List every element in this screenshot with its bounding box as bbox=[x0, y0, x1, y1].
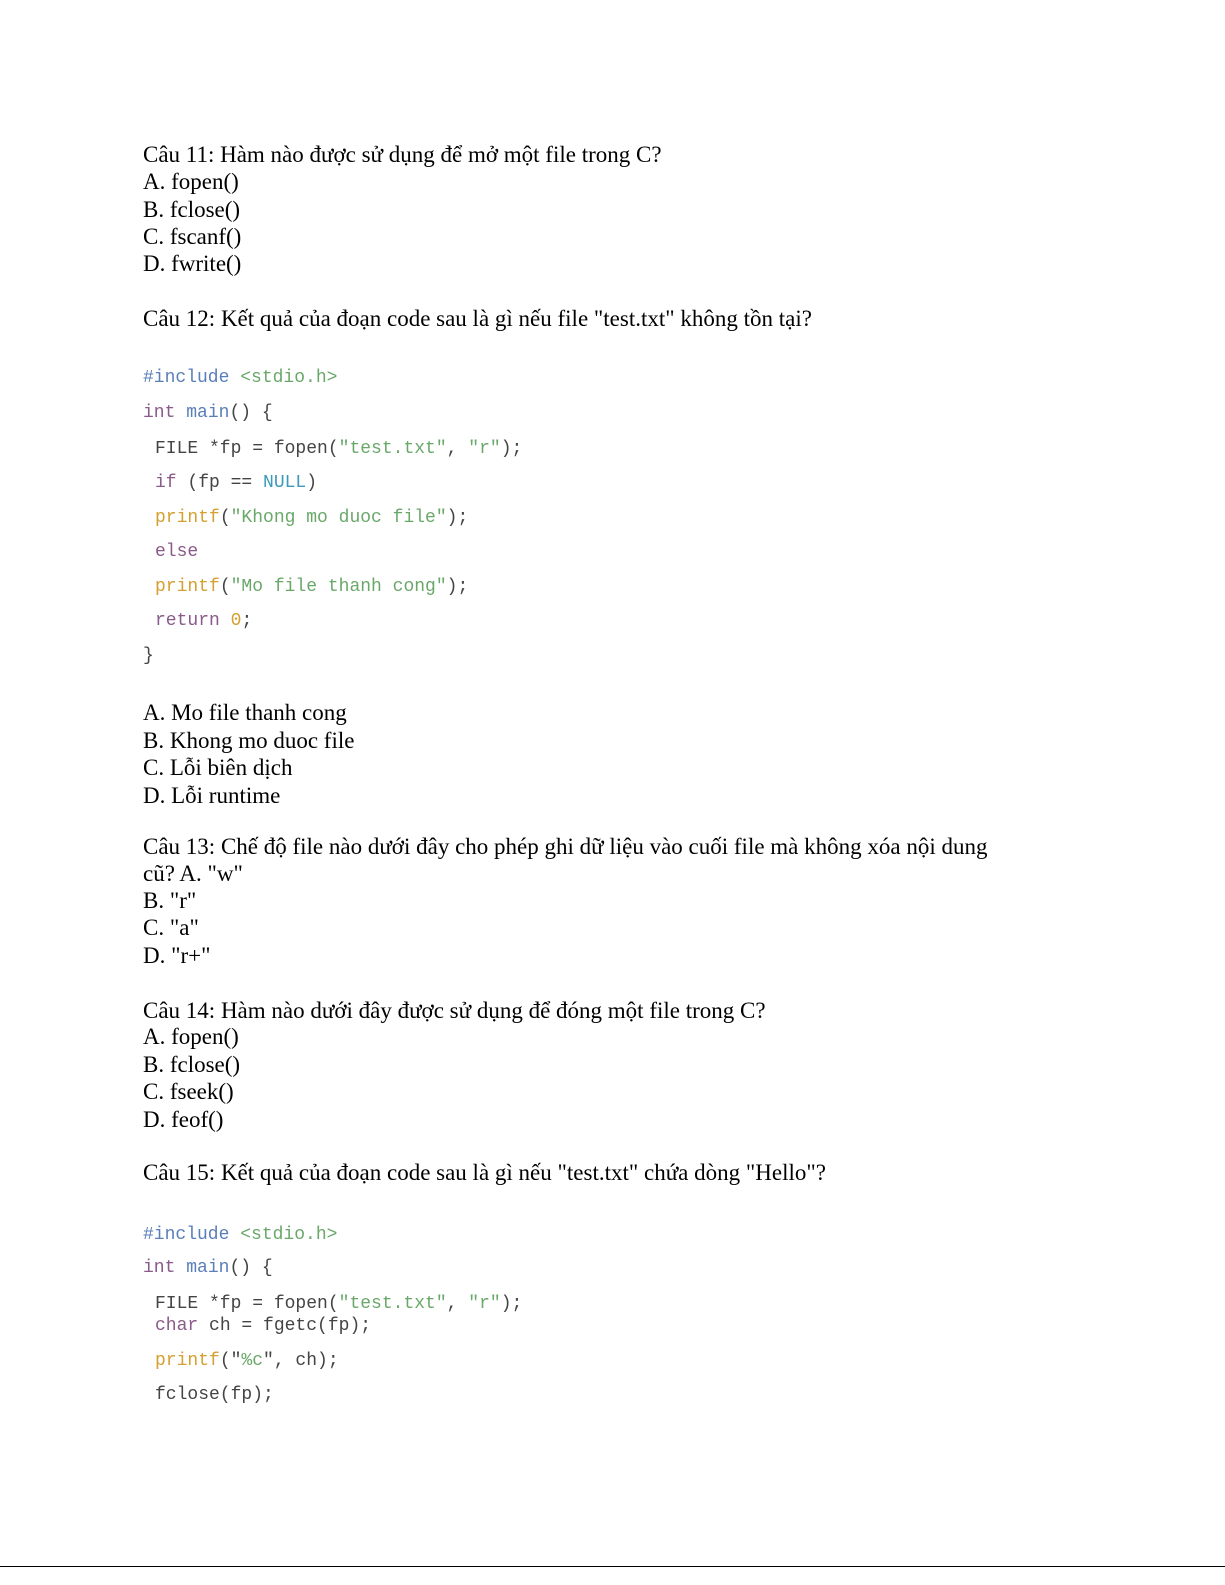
code-string: "r" bbox=[468, 439, 501, 459]
question-15: Câu 15: Kết quả của đoạn code sau là gì nếu "test.txt" chứa dòng "Hello"? bbox=[143, 1160, 826, 1185]
code-keyword: if bbox=[155, 473, 188, 493]
code-function: main bbox=[186, 403, 230, 423]
code-text: , bbox=[446, 439, 469, 459]
q15-code-line-6 bbox=[155, 1384, 274, 1406]
question-13-line-1: Câu 13: Chế độ file nào dưới đây cho phép ghi dữ liệu vào cuối file mà không xóa nội dung bbox=[143, 834, 988, 859]
code-text: ; bbox=[241, 611, 253, 631]
code-text: ( bbox=[219, 577, 231, 597]
code-function: printf bbox=[155, 1351, 220, 1371]
code-text: ); bbox=[500, 439, 523, 459]
code-string: "Mo file thanh cong" bbox=[230, 577, 447, 597]
code-function: printf bbox=[155, 508, 220, 528]
code-format: %c bbox=[241, 1351, 264, 1371]
code-text: , bbox=[446, 1294, 469, 1314]
q12-code-line-2 bbox=[143, 402, 273, 424]
q12-code-line-9 bbox=[143, 645, 154, 667]
q15-code-line-3 bbox=[155, 1293, 522, 1315]
code-string: "Khong mo duoc file" bbox=[230, 508, 447, 528]
page-bottom-divider bbox=[0, 1566, 1225, 1567]
q13-option-d: D. "r+" bbox=[143, 943, 211, 968]
q15-code-line-2 bbox=[143, 1257, 273, 1279]
code-text: ( bbox=[219, 508, 231, 528]
code-keyword: else bbox=[155, 542, 199, 562]
code-string: "test.txt" bbox=[338, 439, 447, 459]
code-text: ) bbox=[306, 473, 318, 493]
q12-code-line-5 bbox=[155, 507, 468, 529]
code-function: main bbox=[186, 1258, 230, 1278]
code-directive: #include bbox=[143, 368, 241, 388]
q13-option-c: C. "a" bbox=[143, 915, 199, 940]
q12-option-c: C. Lỗi biên dịch bbox=[143, 755, 293, 780]
code-type: int bbox=[143, 403, 187, 423]
question-11: Câu 11: Hàm nào được sử dụng để mở một file trong C? bbox=[143, 142, 662, 167]
q14-option-a: A. fopen() bbox=[143, 1024, 239, 1049]
code-text: (fp == bbox=[187, 473, 264, 493]
q14-option-d: D. feof() bbox=[143, 1107, 224, 1132]
question-14: Câu 14: Hàm nào dưới đây được sử dụng để đóng một file trong C? bbox=[143, 998, 766, 1023]
code-function: printf bbox=[155, 577, 220, 597]
code-string: "test.txt" bbox=[338, 1294, 447, 1314]
code-type: char bbox=[155, 1316, 210, 1336]
q15-code-line-1 bbox=[143, 1224, 337, 1246]
q11-option-a: A. fopen() bbox=[143, 169, 239, 194]
q11-option-d: D. fwrite() bbox=[143, 251, 242, 276]
q12-code-line-3 bbox=[155, 438, 522, 460]
q12-code-line-1 bbox=[143, 367, 337, 389]
code-null: NULL bbox=[263, 473, 307, 493]
q12-option-b: B. Khong mo duoc file bbox=[143, 728, 355, 753]
code-text: ); bbox=[446, 577, 469, 597]
code-text: FILE *fp = fopen( bbox=[155, 439, 339, 459]
q15-code-line-5 bbox=[155, 1350, 339, 1372]
code-text: (" bbox=[219, 1351, 242, 1371]
code-number: 0 bbox=[230, 611, 242, 631]
q15-code-line-4 bbox=[155, 1315, 371, 1337]
code-text: ch = fgetc(fp); bbox=[209, 1316, 372, 1336]
q12-option-a: A. Mo file thanh cong bbox=[143, 700, 347, 725]
q13-option-b: B. "r" bbox=[143, 888, 197, 913]
q12-code-line-7 bbox=[155, 576, 468, 598]
code-text: () { bbox=[229, 1258, 273, 1278]
q14-option-b: B. fclose() bbox=[143, 1052, 241, 1077]
q12-code-line-4 bbox=[155, 472, 317, 494]
code-text: } bbox=[143, 646, 154, 666]
code-text: ", ch); bbox=[263, 1351, 339, 1371]
code-text: () { bbox=[229, 403, 273, 423]
code-keyword: return bbox=[155, 611, 231, 631]
question-12: Câu 12: Kết quả của đoạn code sau là gì nếu file "test.txt" không tồn tại? bbox=[143, 306, 812, 331]
code-text: ); bbox=[500, 1294, 523, 1314]
q11-option-c: C. fscanf() bbox=[143, 224, 242, 249]
q11-option-b: B. fclose() bbox=[143, 197, 241, 222]
code-string: "r" bbox=[468, 1294, 501, 1314]
code-text: fclose(fp); bbox=[155, 1385, 274, 1405]
code-type: int bbox=[143, 1258, 187, 1278]
question-13-line-2: cũ? A. "w" bbox=[143, 861, 243, 886]
q12-option-d: D. Lỗi runtime bbox=[143, 783, 281, 808]
code-text: FILE *fp = fopen( bbox=[155, 1294, 339, 1314]
code-header: <stdio.h> bbox=[240, 368, 338, 388]
code-directive: #include bbox=[143, 1225, 241, 1245]
code-header: <stdio.h> bbox=[240, 1225, 338, 1245]
q12-code-line-6 bbox=[155, 541, 198, 563]
code-text: ); bbox=[446, 508, 469, 528]
q14-option-c: C. fseek() bbox=[143, 1079, 234, 1104]
q12-code-line-8 bbox=[155, 610, 252, 632]
